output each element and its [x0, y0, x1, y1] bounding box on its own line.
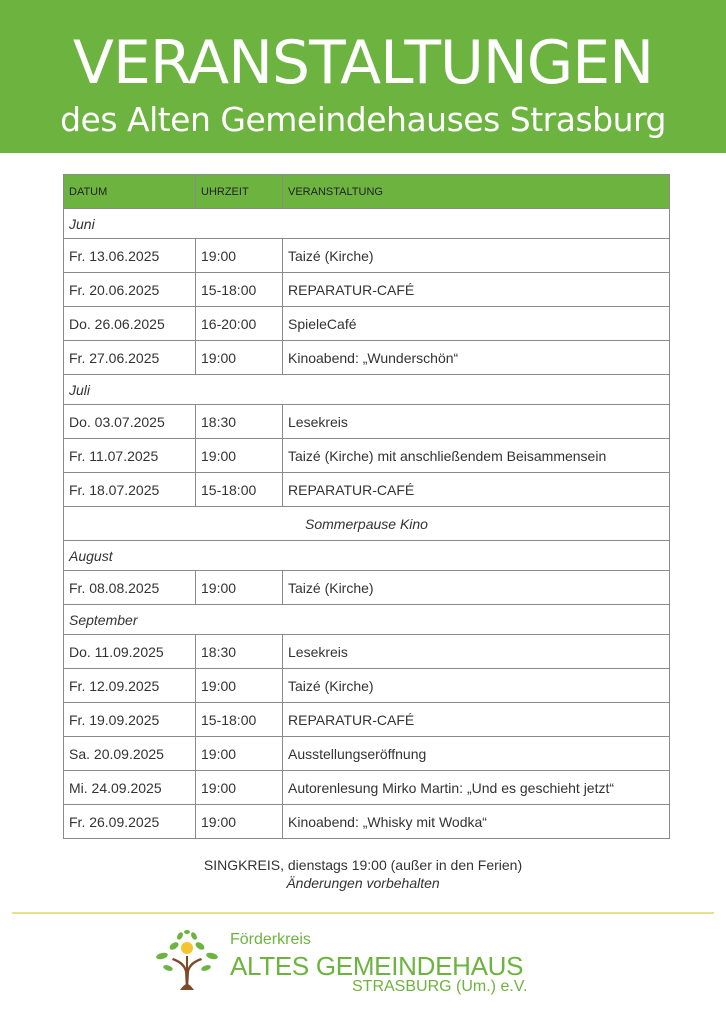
- cell-event: Lesekreis: [283, 635, 670, 669]
- cell-time: 19:00: [196, 805, 283, 839]
- table-row: [64, 239, 670, 273]
- cell-date: Do. 11.09.2025: [64, 635, 196, 669]
- table-row: [64, 669, 670, 703]
- month-label: Juli: [64, 375, 670, 405]
- logo-line-3: STRASBURG (Um.) e.V.: [352, 978, 528, 995]
- logo-line-2: ALTES GEMEINDEHAUS: [230, 951, 524, 981]
- events-table-body: [64, 209, 670, 839]
- notice-row: [64, 507, 670, 541]
- cell-event: Taizé (Kirche) mit anschließendem Beisammensein: [283, 439, 670, 473]
- cell-event: Ausstellungseröffnung: [283, 737, 670, 771]
- table-row: [64, 341, 670, 375]
- table-row: [64, 307, 670, 341]
- cell-time: 18:30: [196, 405, 283, 439]
- events-table: [63, 174, 670, 839]
- divider: [12, 912, 714, 914]
- table-row: [64, 635, 670, 669]
- cell-event: REPARATUR-CAFÉ: [283, 703, 670, 737]
- cell-event: Taizé (Kirche): [283, 571, 670, 605]
- cell-date: Do. 26.06.2025: [64, 307, 196, 341]
- cell-date: Fr. 12.09.2025: [64, 669, 196, 703]
- cell-event: Kinoabend: „Wunderschön“: [283, 341, 670, 375]
- cell-date: Fr. 26.09.2025: [64, 805, 196, 839]
- page-subtitle: des Alten Gemeindehauses Strasburg: [60, 100, 666, 139]
- month-label: August: [64, 541, 670, 571]
- cell-time: 15-18:00: [196, 703, 283, 737]
- cell-date: Fr. 19.09.2025: [64, 703, 196, 737]
- cell-date: Fr. 27.06.2025: [64, 341, 196, 375]
- header-banner: [0, 0, 726, 153]
- column-header-date: DATUM: [64, 175, 196, 209]
- month-row: [64, 375, 670, 405]
- column-header-time: UHRZEIT: [196, 175, 283, 209]
- cell-time: 18:30: [196, 635, 283, 669]
- cell-time: 19:00: [196, 341, 283, 375]
- table-header-row: [64, 175, 670, 209]
- cell-time: 19:00: [196, 669, 283, 703]
- table-row: [64, 771, 670, 805]
- table-row: [64, 273, 670, 307]
- cell-date: Mi. 24.09.2025: [64, 771, 196, 805]
- cell-event: Lesekreis: [283, 405, 670, 439]
- cell-date: Sa. 20.09.2025: [64, 737, 196, 771]
- cell-event: Kinoabend: „Whisky mit Wodka“: [283, 805, 670, 839]
- cell-time: 19:00: [196, 771, 283, 805]
- table-row: [64, 571, 670, 605]
- changes-note: Änderungen vorbehalten: [286, 875, 440, 891]
- notice-label: Sommerpause Kino: [64, 507, 670, 541]
- cell-time: 16-20:00: [196, 307, 283, 341]
- cell-event: Taizé (Kirche): [283, 239, 670, 273]
- month-row: [64, 541, 670, 571]
- column-header-event: VERANSTALTUNG: [283, 175, 670, 209]
- cell-time: 19:00: [196, 571, 283, 605]
- logo-line-1: Förderkreis: [230, 931, 311, 948]
- cell-date: Fr. 13.06.2025: [64, 239, 196, 273]
- singkreis-note: SINGKREIS, dienstags 19:00 (außer in den Ferien): [203, 857, 523, 873]
- table-row: [64, 405, 670, 439]
- cell-date: Fr. 20.06.2025: [64, 273, 196, 307]
- table-row: [64, 805, 670, 839]
- cell-time: 15-18:00: [196, 273, 283, 307]
- cell-event: SpieleCafé: [283, 307, 670, 341]
- page-title: VERANSTALTUNGEN: [72, 28, 654, 98]
- table-row: [64, 473, 670, 507]
- cell-time: 19:00: [196, 239, 283, 273]
- cell-event: Taizé (Kirche): [283, 669, 670, 703]
- cell-time: 15-18:00: [196, 473, 283, 507]
- cell-date: Fr. 08.08.2025: [64, 571, 196, 605]
- tree-icon: [150, 928, 224, 992]
- table-row: [64, 703, 670, 737]
- cell-date: Do. 03.07.2025: [64, 405, 196, 439]
- cell-date: Fr. 18.07.2025: [64, 473, 196, 507]
- cell-date: Fr. 11.07.2025: [64, 439, 196, 473]
- cell-event: REPARATUR-CAFÉ: [283, 473, 670, 507]
- footer-note: [0, 856, 726, 892]
- month-row: [64, 605, 670, 635]
- month-label: Juni: [64, 209, 670, 239]
- month-label: September: [64, 605, 670, 635]
- table-row: [64, 737, 670, 771]
- month-row: [64, 209, 670, 239]
- cell-event: Autorenlesung Mirko Martin: „Und es geschieht jetzt“: [283, 771, 670, 805]
- cell-event: REPARATUR-CAFÉ: [283, 273, 670, 307]
- table-row: [64, 439, 670, 473]
- cell-time: 19:00: [196, 439, 283, 473]
- cell-time: 19:00: [196, 737, 283, 771]
